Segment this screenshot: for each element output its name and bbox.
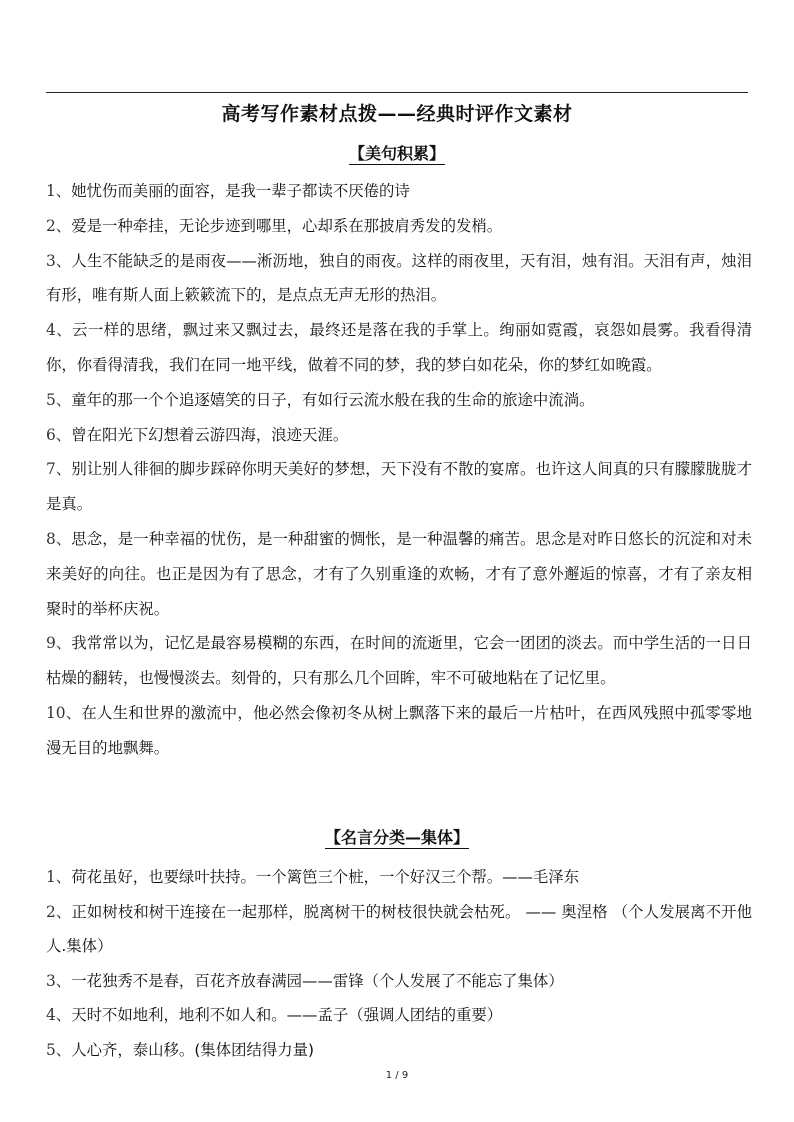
- list-item: [46, 452, 752, 522]
- list-item: [46, 418, 752, 453]
- list-item: [46, 174, 752, 209]
- item-number: 6、: [46, 425, 72, 444]
- item-text: 人心齐，泰山移。(集体团结得力量): [71, 1040, 315, 1059]
- header-rule: [46, 92, 748, 93]
- section-heading-text: 【美句积累】: [348, 144, 445, 163]
- list-item: [46, 626, 752, 696]
- item-text: 荷花虽好，也要绿叶扶持。一个篱笆三个桩，一个好汉三个帮。——毛泽东: [71, 868, 580, 886]
- item-text: 爱是一种牵挂，无论步迹到哪里，心却系在那披肩秀发的发梢。: [71, 216, 503, 235]
- item-number: 5、: [46, 1040, 72, 1059]
- item-number: 2、: [46, 216, 72, 235]
- section-heading-beautiful-sentences: [0, 142, 794, 166]
- beautiful-sentences-list: [46, 174, 752, 766]
- list-item: [46, 696, 752, 766]
- list-item: [46, 964, 752, 999]
- item-number: 4、: [46, 1006, 72, 1024]
- section-heading-text: 【名言分类—集体】: [324, 828, 469, 847]
- item-text: 正如树枝和树干连接在一起那样，脱离树干的树枝很快就会枯死。 —— 奥涅格 （个人发展离不开他人.集体）: [46, 902, 752, 955]
- list-item: [46, 860, 752, 895]
- document-title: 高考写作素材点拨——经典时评作文素材: [221, 103, 573, 125]
- item-text: 一花独秀不是春，百花齐放春满园——雷锋（个人发展了不能忘了集体）: [71, 971, 564, 990]
- item-number: 3、: [46, 971, 72, 990]
- section-heading-quotes-collective: [0, 826, 794, 850]
- list-item: [46, 998, 752, 1033]
- list-item: [46, 522, 752, 626]
- item-number: 8、: [46, 529, 72, 548]
- item-text: 天时不如地利，地利不如人和。——孟子（强调人团结的重要）: [71, 1006, 503, 1024]
- item-number: 1、: [46, 868, 72, 886]
- item-number: 3、: [46, 251, 72, 270]
- item-text: 思念，是一种幸福的忧伤，是一种甜蜜的惆怅，是一种温馨的痛苦。思念是对昨日悠长的沉淀和对未来美好的向往。也正是因为有了思念，才有了久别重逢的欢畅，才有了意外邂逅的惊喜，才有了亲友相聚时的举杯庆祝。: [46, 529, 752, 618]
- item-number: 1、: [46, 182, 72, 200]
- list-item: [46, 383, 752, 418]
- list-item: [46, 1033, 752, 1068]
- item-number: 5、: [46, 390, 72, 409]
- item-text: 曾在阳光下幻想着云游四海，浪迹天涯。: [71, 425, 349, 444]
- item-number: 2、: [46, 902, 72, 921]
- item-number: 7、: [46, 460, 72, 479]
- list-item: [46, 895, 752, 964]
- list-item: [46, 244, 752, 314]
- item-text: 别让别人徘徊的脚步踩碎你明天美好的梦想，天下没有不散的宴席。也许这人间真的只有朦朦胧胧才是真。: [46, 460, 752, 514]
- item-text: 在人生和世界的激流中，他必然会像初冬从树上飘落下来的最后一片枯叶，在西风残照中孤零零地漫无目的地飘舞。: [46, 703, 752, 757]
- item-number: 4、: [46, 321, 73, 340]
- item-text: 云一样的思绪，飘过来又飘过去，最终还是落在我的手掌上。绚丽如霓霞，哀怨如晨雾。我看得清你，你看得清我，我们在同一地平线，做着不同的梦，我的梦白如花朵，你的梦红如晚霞。: [46, 321, 752, 374]
- item-text: 人生不能缺乏的是雨夜——淅沥地，独自的雨夜。这样的雨夜里，天有泪，烛有泪。天泪有声，烛泪有形，唯有斯人面上簌簌流下的，是点点无声无形的热泪。: [46, 251, 752, 305]
- list-item: [46, 313, 752, 383]
- item-number: 10、: [46, 703, 82, 722]
- item-text: 她忧伤而美丽的面容，是我一辈子都读不厌倦的诗: [71, 182, 410, 200]
- item-number: 9、: [46, 634, 72, 653]
- page-number: 1 / 9: [385, 1070, 409, 1081]
- list-item: [46, 209, 752, 244]
- item-text: 我常常以为，记忆是最容易模糊的东西，在时间的流逝里，它会一团团的淡去。而中学生活的一日日枯燥的翻转，也慢慢淡去。刻骨的，只有那么几个回眸，牢不可破地粘在了记忆里。: [46, 634, 752, 688]
- quotes-list: [46, 860, 752, 1067]
- item-text: 童年的那一个个追逐嬉笑的日子，有如行云流水般在我的生命的旅途中流淌。: [71, 390, 595, 409]
